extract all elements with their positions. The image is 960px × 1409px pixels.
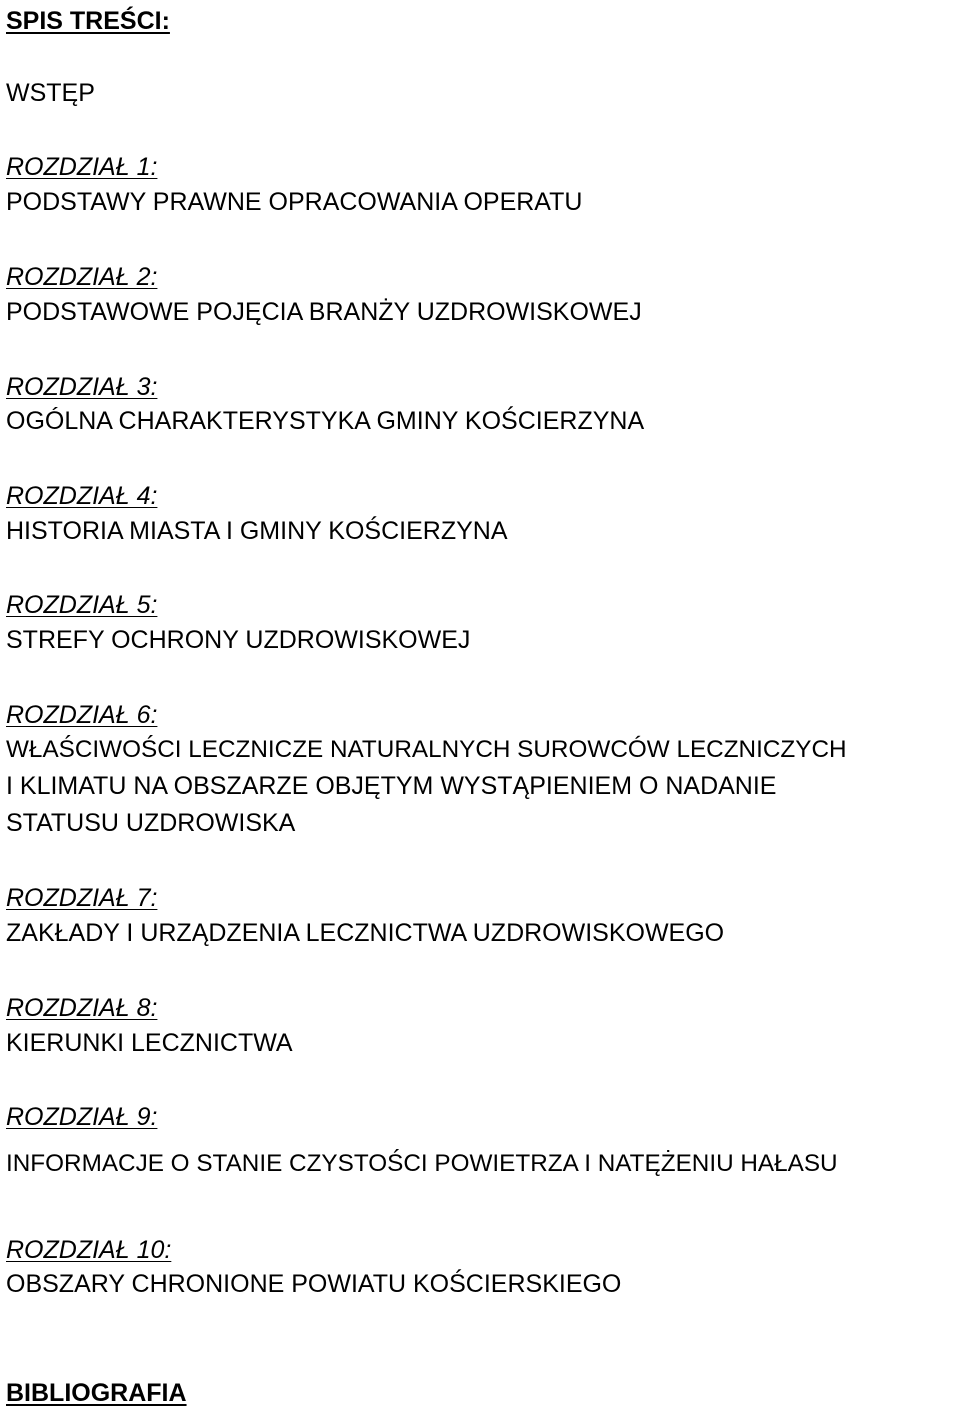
chapter-4-label: ROZDZIAŁ 4: [6, 482, 158, 510]
chapter-1-title: PODSTAWY PRAWNE OPRACOWANIA OPERATU [6, 188, 583, 216]
chapter-9-label: ROZDZIAŁ 9: [6, 1103, 158, 1131]
chapter-3-title: OGÓLNA CHARAKTERYSTYKA GMINY KOŚCIERZYNA [6, 407, 645, 435]
chapter-7-label: ROZDZIAŁ 7: [6, 884, 158, 912]
chapter-6-title-line-3: STATUSU UZDROWISKA [6, 809, 296, 837]
chapter-8-label: ROZDZIAŁ 8: [6, 994, 158, 1022]
chapter-6-label: ROZDZIAŁ 6: [6, 701, 158, 729]
chapter-1-label: ROZDZIAŁ 1: [6, 153, 158, 181]
chapter-2-label: ROZDZIAŁ 2: [6, 263, 158, 291]
bibliography-heading: BIBLIOGRAFIA [6, 1379, 187, 1407]
toc-title: SPIS TREŚCI: [6, 7, 170, 35]
chapter-5-label: ROZDZIAŁ 5: [6, 591, 158, 619]
chapter-2-title: PODSTAWOWE POJĘCIA BRANŻY UZDROWISKOWEJ [6, 298, 642, 326]
chapter-3-label: ROZDZIAŁ 3: [6, 373, 158, 401]
chapter-6-title-line-2: I KLIMATU NA OBSZARZE OBJĘTYM WYSTĄPIENIEM O NADANIE [6, 772, 777, 800]
chapter-6-title-line-1: WŁAŚCIWOŚCI LECZNICZE NATURALNYCH SUROWCÓW LECZNICZYCH [6, 736, 847, 763]
chapter-10-title: OBSZARY CHRONIONE POWIATU KOŚCIERSKIEGO [6, 1270, 622, 1298]
chapter-10-label: ROZDZIAŁ 10: [6, 1236, 172, 1264]
chapter-7-title: ZAKŁADY I URZĄDZENIA LECZNICTWA UZDROWISKOWEGO [6, 919, 725, 947]
chapter-5-title: STREFY OCHRONY UZDROWISKOWEJ [6, 626, 471, 654]
toc-intro: WSTĘP [6, 79, 95, 107]
chapter-4-title: HISTORIA MIASTA I GMINY KOŚCIERZYNA [6, 517, 508, 545]
chapter-9-title: INFORMACJE O STANIE CZYSTOŚCI POWIETRZA I NATĘŻENIU HAŁASU [6, 1150, 838, 1177]
chapter-8-title: KIERUNKI LECZNICTWA [6, 1029, 293, 1057]
